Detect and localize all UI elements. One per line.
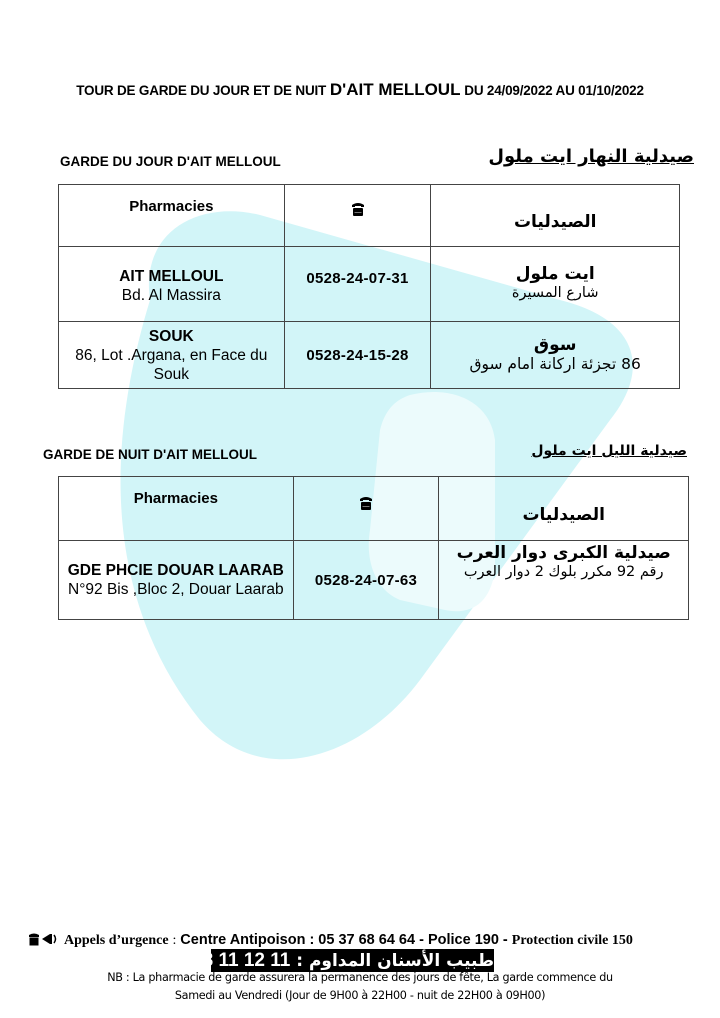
column-header-pharmacies: Pharmacies	[59, 185, 285, 247]
column-header-pharmacies-ar: الصيدليات	[439, 477, 689, 541]
pharmacy-cell	[59, 322, 285, 389]
pharmacy-name-ar: سوق	[533, 335, 577, 355]
pharmacy-address: 86, Lot .Argana, en Face du Souk	[75, 346, 268, 383]
pharmacy-name: AIT MELLOUL	[119, 268, 224, 285]
emergency-colon: :	[172, 933, 177, 948]
pharmacy-name-ar: صيدلية الكبرى دوار العرب	[456, 543, 671, 563]
pharmacy-address-ar: رقم 92 مكرر بلوك 2 دوار العرب	[463, 564, 664, 580]
table-header-row	[59, 477, 689, 541]
night-section-label: GARDE DE NUIT D'AIT MELLOUL	[43, 447, 257, 462]
note-line-1: NB : La pharmacie de garde assurera la permanence des jours de fête, La garde commence du	[107, 971, 613, 984]
title-city: D'AIT MELLOUL	[329, 80, 461, 99]
table-row	[59, 322, 680, 389]
title-prefix: TOUR DE GARDE DU JOUR ET DE NUIT	[76, 83, 327, 98]
emergency-label: Appels d’urgence	[64, 933, 169, 948]
page-title	[0, 80, 720, 100]
emergency-numbers: Centre Antipoison : 05 37 68 64 64 - Police 190 -	[180, 932, 512, 948]
column-header-pharmacies: Pharmacies	[59, 477, 294, 541]
phone-and-megaphone-icon	[28, 932, 58, 946]
table-row	[59, 247, 680, 322]
dentist-label-ar: طبيب الأسنان المداوم :	[296, 951, 494, 971]
pharmacy-cell	[59, 541, 294, 620]
pharmacy-address-ar: 86 تجزئة اركانة امام سوق	[469, 355, 641, 373]
pharmacy-name: SOUK	[148, 327, 194, 345]
night-pharmacy-table	[58, 476, 689, 620]
emergency-calls-line	[28, 931, 633, 949]
day-section-label-ar: صيدلية النهار ايت ملول	[488, 146, 694, 167]
pharmacy-address: N°92 Bis ,Bloc 2, Douar Laarab	[68, 581, 284, 598]
pharmacy-phone: 0528-24-07-31	[284, 247, 431, 322]
note-block	[0, 969, 720, 1005]
note-line-2: Samedi au Vendredi (Jour de 9H00 à 22H00 - nuit de 22H00 à 09H00)	[174, 989, 546, 1002]
pharmacy-name-ar: ايت ملول	[515, 264, 595, 284]
pharmacy-cell-ar	[439, 541, 689, 620]
protection-civile: Protection civile 150	[511, 933, 633, 948]
pharmacy-address-ar: شارع المسيرة	[511, 285, 599, 301]
pharmacy-phone: 0528-24-15-28	[284, 322, 431, 389]
column-header-pharmacies-ar: الصيدليات	[431, 185, 680, 247]
dentist-phone-number: 06 08 11 12 11	[165, 950, 291, 971]
day-pharmacy-table	[58, 184, 680, 389]
telephone-icon	[351, 201, 365, 217]
pharmacy-cell-ar	[431, 247, 680, 322]
table-row	[59, 541, 689, 620]
column-header-phone	[293, 477, 439, 541]
title-date-range: DU 24/09/2022 AU 01/10/2022	[464, 83, 644, 98]
pharmacy-cell-ar	[431, 322, 680, 389]
pharmacy-name: GDE PHCIE DOUAR LAARAB	[67, 562, 284, 579]
day-section-label: GARDE DU JOUR D'AIT MELLOUL	[60, 154, 281, 169]
column-header-phone	[284, 185, 431, 247]
pharmacy-address: Bd. Al Massira	[121, 287, 221, 304]
telephone-icon	[359, 495, 373, 511]
pharmacy-phone: 0528-24-07-63	[293, 541, 439, 620]
pharmacy-cell	[59, 247, 285, 322]
night-section-label-ar: صيدلية الليل ايت ملول	[531, 443, 687, 459]
table-header-row	[59, 185, 680, 247]
